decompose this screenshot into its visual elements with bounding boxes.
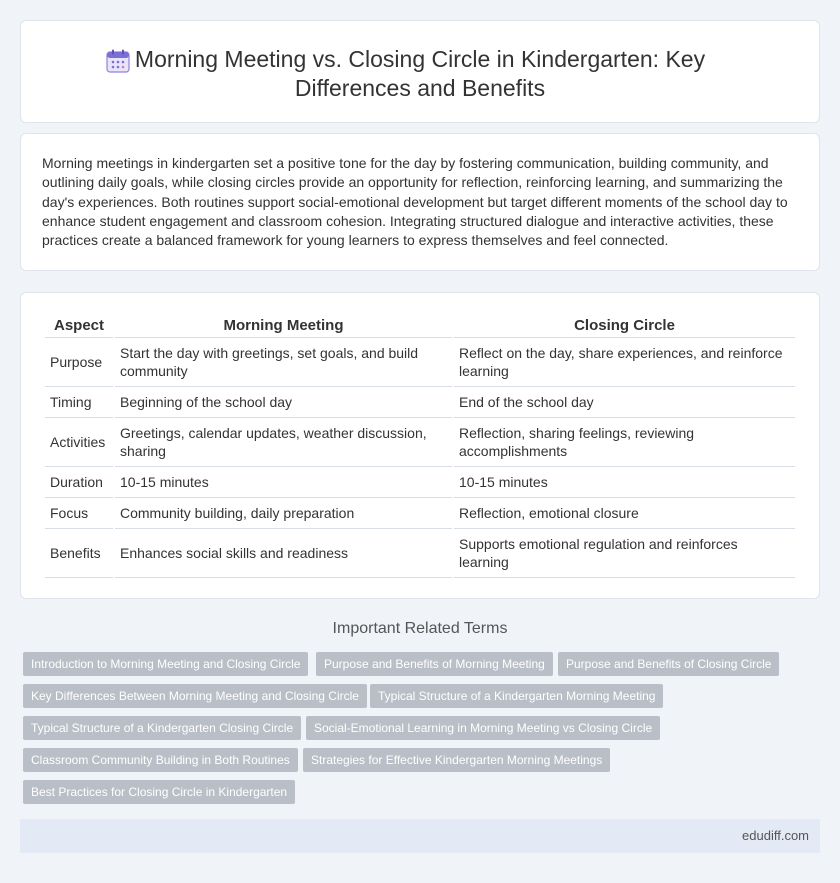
- row-morning-meeting: Beginning of the school day: [115, 387, 452, 418]
- comparison-card: [20, 292, 820, 599]
- row-morning-meeting: Start the day with greetings, set goals, and build community: [115, 338, 452, 387]
- row-closing-circle: 10-15 minutes: [454, 467, 795, 498]
- intro-card: [20, 133, 820, 271]
- table-header-row: [45, 313, 795, 338]
- related-term-tag[interactable]: Best Practices for Closing Circle in Kindergarten: [23, 780, 295, 804]
- row-aspect: Timing: [45, 387, 113, 418]
- table-row: [45, 387, 795, 418]
- related-term-tag[interactable]: Purpose and Benefits of Morning Meeting: [316, 652, 553, 676]
- related-term-tag[interactable]: Typical Structure of a Kindergarten Closing Circle: [23, 716, 301, 740]
- row-morning-meeting: Enhances social skills and readiness: [115, 529, 452, 578]
- row-aspect: Benefits: [45, 529, 113, 578]
- comparison-table: [43, 313, 797, 578]
- intro-paragraph: Morning meetings in kindergarten set a positive tone for the day by fostering communication, building community, and outlining daily goals, while closing circles provide an opportunity for reflection, reinforcing learning, and summarizing the day's experiences. Both routines support social-emotional development but target different moments of the school day to enhance student engagement and classroom cohesion. Integrating structured dialogue and interactive activities, these practices create a balanced framework for young learners to express themselves and feel connected.: [42, 155, 788, 249]
- related-term-tag[interactable]: Social-Emotional Learning in Morning Meeting vs Closing Circle: [306, 716, 660, 740]
- row-closing-circle: Reflection, emotional closure: [454, 498, 795, 529]
- table-row: [45, 498, 795, 529]
- row-morning-meeting: 10-15 minutes: [115, 467, 452, 498]
- header-morning-meeting: Morning Meeting: [115, 313, 452, 338]
- related-term-tag[interactable]: Strategies for Effective Kindergarten Morning Meetings: [303, 748, 610, 772]
- related-term-tag[interactable]: Introduction to Morning Meeting and Closing Circle: [23, 652, 308, 676]
- header-closing-circle: Closing Circle: [454, 313, 795, 338]
- footer: [20, 819, 820, 853]
- table-row: [45, 338, 795, 387]
- header-card: [20, 20, 820, 123]
- row-aspect: Activities: [45, 418, 113, 467]
- related-term-tag[interactable]: Classroom Community Building in Both Routines: [23, 748, 298, 772]
- row-morning-meeting: Community building, daily preparation: [115, 498, 452, 529]
- table-row: [45, 529, 795, 578]
- table-row: [45, 467, 795, 498]
- header-aspect: Aspect: [45, 313, 113, 338]
- row-closing-circle: Reflection, sharing feelings, reviewing accomplishments: [454, 418, 795, 467]
- page-title: Morning Meeting vs. Closing Circle in Kindergarten: Key Differences and Benefits: [134, 46, 706, 101]
- row-aspect: Purpose: [45, 338, 113, 387]
- related-terms-title: Important Related Terms: [332, 620, 508, 637]
- row-closing-circle: Reflect on the day, share experiences, and reinforce learning: [454, 338, 795, 387]
- row-aspect: Duration: [45, 467, 113, 498]
- related-term-tag[interactable]: Typical Structure of a Kindergarten Morning Meeting: [370, 684, 663, 708]
- related-term-tag[interactable]: Key Differences Between Morning Meeting and Closing Circle: [23, 684, 367, 708]
- row-aspect: Focus: [45, 498, 113, 529]
- related-term-tag[interactable]: Purpose and Benefits of Closing Circle: [558, 652, 779, 676]
- row-morning-meeting: Greetings, calendar updates, weather discussion, sharing: [115, 418, 452, 467]
- row-closing-circle: Supports emotional regulation and reinforces learning: [454, 529, 795, 578]
- table-row: [45, 418, 795, 467]
- footer-site-link[interactable]: edudiff.com: [742, 828, 809, 843]
- row-closing-circle: End of the school day: [454, 387, 795, 418]
